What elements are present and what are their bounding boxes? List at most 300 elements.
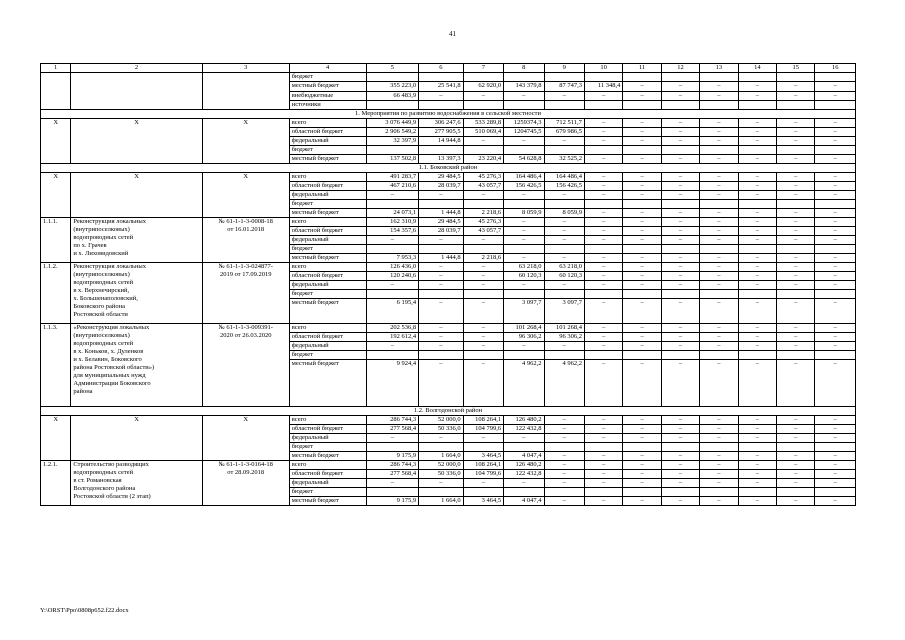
blank-cell <box>738 101 776 110</box>
blank-cell <box>504 73 544 82</box>
fund-label: всего <box>289 218 366 227</box>
blank-cell <box>463 200 503 209</box>
dash-cell: – <box>738 497 776 506</box>
dash-cell: – <box>623 191 661 200</box>
fund-label: всего <box>289 263 366 272</box>
dash-cell: – <box>815 155 856 164</box>
value-cell: 3 464,5 <box>463 452 503 461</box>
value-cell: 1 444,8 <box>419 209 463 218</box>
blank-cell <box>738 73 776 82</box>
value-cell: 510 069,4 <box>463 128 503 137</box>
column-number: 12 <box>661 64 699 73</box>
item-number: 1.1.2. <box>41 263 71 324</box>
fund-label: федеральный <box>289 434 366 443</box>
dash-cell: – <box>544 470 584 479</box>
item-document <box>202 324 289 407</box>
dash-cell: – <box>700 479 738 488</box>
fund-label: областной бюджет <box>289 333 366 342</box>
dash-cell: – <box>777 333 815 342</box>
dash-cell: – <box>815 497 856 506</box>
value-cell: 52 000,0 <box>419 461 463 470</box>
value-cell: 14 944,8 <box>419 137 463 146</box>
value-cell: 192 612,4 <box>366 333 419 342</box>
dash-cell: – <box>584 173 622 182</box>
dash-cell: – <box>700 254 738 263</box>
dash-cell: – <box>700 434 738 443</box>
fund-label: всего <box>289 173 366 182</box>
dash-cell: – <box>815 254 856 263</box>
dash-cell: – <box>623 119 661 128</box>
dash-cell: – <box>623 324 661 333</box>
dash-cell: – <box>700 470 738 479</box>
blank-cell <box>366 488 419 497</box>
dash-cell: – <box>463 236 503 245</box>
section-row <box>41 164 856 173</box>
dash-cell: – <box>463 333 503 342</box>
fund-label: федеральный <box>289 281 366 290</box>
dash-cell: – <box>661 254 699 263</box>
dash-cell: – <box>815 333 856 342</box>
dash-cell: – <box>700 425 738 434</box>
dash-cell: – <box>419 272 463 281</box>
blank-cell <box>584 73 622 82</box>
value-cell: 9 175,9 <box>366 452 419 461</box>
dash-cell: – <box>661 342 699 351</box>
blank-cell <box>623 443 661 452</box>
dash-cell: – <box>661 333 699 342</box>
value-cell: 96 306,2 <box>504 333 544 342</box>
dash-cell: – <box>661 236 699 245</box>
blank-cell <box>815 351 856 360</box>
dash-cell: – <box>700 342 738 351</box>
section-title: 1.1. Боковский район <box>41 164 856 173</box>
dash-cell: – <box>623 416 661 425</box>
blank-cell <box>584 146 622 155</box>
blank-cell <box>661 290 699 299</box>
dash-cell: – <box>738 119 776 128</box>
fund-label: федеральный <box>289 236 366 245</box>
value-cell: 2 218,6 <box>463 209 503 218</box>
value-cell: 126 436,0 <box>366 263 419 272</box>
column-number: 10 <box>584 64 622 73</box>
dash-cell: – <box>584 92 622 101</box>
dash-cell: – <box>584 452 622 461</box>
fund-label: бюджет <box>289 200 366 209</box>
dash-cell: – <box>544 434 584 443</box>
value-cell: 45 276,3 <box>463 173 503 182</box>
dash-cell: – <box>661 479 699 488</box>
column-number: 11 <box>623 64 661 73</box>
measure-name-line: и х. Лиховидовский <box>73 250 129 257</box>
dash-cell: – <box>623 128 661 137</box>
dash-cell: – <box>815 182 856 191</box>
dash-cell: – <box>815 173 856 182</box>
value-cell: 101 268,4 <box>504 324 544 333</box>
blank-cell <box>504 488 544 497</box>
dash-cell: – <box>661 470 699 479</box>
dash-cell: – <box>623 452 661 461</box>
dash-cell: – <box>504 92 544 101</box>
value-cell: 712 511,7 <box>544 119 584 128</box>
dash-cell: – <box>661 82 699 92</box>
dash-cell: – <box>700 191 738 200</box>
column-number: 6 <box>419 64 463 73</box>
dash-cell: – <box>584 360 622 407</box>
dash-cell: – <box>584 128 622 137</box>
value-cell: 533 289,8 <box>463 119 503 128</box>
dash-cell: – <box>738 434 776 443</box>
value-cell: 1259374,3 <box>504 119 544 128</box>
value-cell: 156 426,5 <box>544 182 584 191</box>
blank-cell <box>584 488 622 497</box>
value-cell: 491 283,7 <box>366 173 419 182</box>
dash-cell: – <box>738 263 776 272</box>
dash-cell: – <box>661 227 699 236</box>
dash-cell: – <box>544 497 584 506</box>
dash-cell: – <box>815 461 856 470</box>
dash-cell: – <box>700 128 738 137</box>
dash-cell: – <box>623 254 661 263</box>
dash-cell: – <box>661 497 699 506</box>
measure-name-line: в х. Верхнечирский, <box>73 287 130 294</box>
dash-cell: – <box>584 324 622 333</box>
dash-cell: – <box>584 461 622 470</box>
dash-cell: – <box>700 281 738 290</box>
column-number: 14 <box>738 64 776 73</box>
dash-cell: – <box>777 461 815 470</box>
measure-name-line: х. Большенаполовский, <box>73 295 138 302</box>
dash-cell: – <box>623 333 661 342</box>
dash-cell: – <box>738 425 776 434</box>
dash-cell: – <box>777 155 815 164</box>
blank-cell <box>504 146 544 155</box>
blank-cell <box>544 245 584 254</box>
blank-cell <box>661 146 699 155</box>
dash-cell: – <box>815 209 856 218</box>
blank-cell <box>815 101 856 110</box>
measure-name <box>71 461 202 506</box>
footer-file-path: Y:\ORST\Ppo\0808p652.f22.docx <box>40 607 129 614</box>
dash-cell: – <box>700 155 738 164</box>
blank-cell <box>366 146 419 155</box>
dash-cell: – <box>584 416 622 425</box>
blank-cell <box>815 200 856 209</box>
dash-cell: – <box>777 360 815 407</box>
value-cell: 63 218,0 <box>544 263 584 272</box>
measure-name-line: Ростовской области <box>73 311 128 318</box>
dash-cell: – <box>584 342 622 351</box>
blank-cell <box>584 200 622 209</box>
dash-cell: – <box>777 324 815 333</box>
blank-cell <box>815 443 856 452</box>
blank-cell <box>777 351 815 360</box>
dash-cell: – <box>815 128 856 137</box>
blank-cell <box>544 290 584 299</box>
table-row <box>41 173 856 182</box>
section-row <box>41 407 856 416</box>
fund-label: федеральный <box>289 479 366 488</box>
measure-name-line: (внутрипоселковых) <box>73 332 130 339</box>
dash-cell: – <box>815 82 856 92</box>
value-cell: 355 223,0 <box>366 82 419 92</box>
value-cell: 66 483,9 <box>366 92 419 101</box>
blank-cell <box>815 73 856 82</box>
measure-name-line: и х. Белавин, Боковского <box>73 356 142 363</box>
dash-cell: – <box>777 299 815 324</box>
value-cell: 2 218,6 <box>463 254 503 263</box>
value-cell: 60 120,3 <box>544 272 584 281</box>
blank-cell <box>661 200 699 209</box>
blank-cell <box>419 101 463 110</box>
dash-cell: – <box>623 209 661 218</box>
value-cell: 54 628,8 <box>504 155 544 164</box>
dash-cell: – <box>738 452 776 461</box>
blank-cell <box>623 245 661 254</box>
measure-name-line: водопроводных сетей <box>73 340 134 347</box>
value-cell: 62 920,0 <box>463 82 503 92</box>
dash-cell: – <box>738 324 776 333</box>
blank-cell <box>504 101 544 110</box>
blank-cell <box>463 73 503 82</box>
value-cell: 60 120,3 <box>504 272 544 281</box>
measure-name-line: (внутрипоселковых) <box>73 226 130 233</box>
section-row <box>41 110 856 119</box>
dash-cell: – <box>700 497 738 506</box>
dash-cell: – <box>815 236 856 245</box>
doc-line: № 61-1-1-3-009391- <box>218 324 273 331</box>
blank-cell <box>366 245 419 254</box>
dash-cell: – <box>661 137 699 146</box>
blank-cell <box>661 488 699 497</box>
x-mark-cell: X <box>202 416 289 461</box>
blank-cell <box>623 146 661 155</box>
value-cell: 3 076 449,9 <box>366 119 419 128</box>
x-mark-cell: X <box>71 173 202 218</box>
dash-cell: – <box>504 137 544 146</box>
fund-label: бюджет <box>289 245 366 254</box>
blank-cell <box>463 443 503 452</box>
blank-cell <box>777 443 815 452</box>
measure-name-line: водопроводных сетей <box>73 469 134 476</box>
header-row <box>41 64 856 73</box>
blank-cell <box>700 351 738 360</box>
measure-name <box>71 324 202 407</box>
dash-cell: – <box>584 155 622 164</box>
dash-cell: – <box>738 299 776 324</box>
dash-cell: – <box>544 416 584 425</box>
fund-label: всего <box>289 324 366 333</box>
dash-cell: – <box>777 452 815 461</box>
dash-cell: – <box>777 182 815 191</box>
dash-cell: – <box>738 461 776 470</box>
table-row <box>41 461 856 470</box>
dash-cell: – <box>544 227 584 236</box>
fund-label: местный бюджет <box>289 452 366 461</box>
dash-cell: – <box>661 272 699 281</box>
value-cell: 52 000,0 <box>419 416 463 425</box>
value-cell: 50 336,0 <box>419 470 463 479</box>
dash-cell: – <box>700 119 738 128</box>
dash-cell: – <box>623 137 661 146</box>
doc-line: № 61-1-1-3-024877- <box>218 263 273 270</box>
column-number: 1 <box>41 64 71 73</box>
dash-cell: – <box>661 218 699 227</box>
dash-cell: – <box>623 360 661 407</box>
value-cell: 4 047,4 <box>504 497 544 506</box>
value-cell: 96 306,2 <box>544 333 584 342</box>
dash-cell: – <box>544 479 584 488</box>
dash-cell: – <box>463 137 503 146</box>
column-number: 16 <box>815 64 856 73</box>
dash-cell: – <box>623 82 661 92</box>
dash-cell: – <box>700 236 738 245</box>
dash-cell: – <box>738 272 776 281</box>
value-cell: 32 397,9 <box>366 137 419 146</box>
table-row <box>41 218 856 227</box>
value-cell: 1 664,0 <box>419 452 463 461</box>
dash-cell: – <box>738 236 776 245</box>
column-number: 3 <box>202 64 289 73</box>
dash-cell: – <box>815 227 856 236</box>
measure-name-line: водопроводных сетей <box>73 234 134 241</box>
dash-cell: – <box>623 218 661 227</box>
dash-cell: – <box>661 263 699 272</box>
value-cell: 9 924,4 <box>366 360 419 407</box>
dash-cell: – <box>544 281 584 290</box>
dash-cell: – <box>777 497 815 506</box>
fund-label: местный бюджет <box>289 155 366 164</box>
dash-cell: – <box>463 92 503 101</box>
dash-cell: – <box>738 92 776 101</box>
fund-label: бюджет <box>289 488 366 497</box>
dash-cell: – <box>504 236 544 245</box>
dash-cell: – <box>777 173 815 182</box>
dash-cell: – <box>815 360 856 407</box>
fund-label: областной бюджет <box>289 425 366 434</box>
value-cell: 277 568,4 <box>366 425 419 434</box>
dash-cell: – <box>504 281 544 290</box>
fund-label: источники <box>289 101 366 110</box>
dash-cell: – <box>504 191 544 200</box>
item-number: 1.1.1. <box>41 218 71 263</box>
dash-cell: – <box>623 263 661 272</box>
value-cell: 13 397,3 <box>419 155 463 164</box>
dash-cell: – <box>700 333 738 342</box>
dash-cell: – <box>777 236 815 245</box>
dash-cell: – <box>738 173 776 182</box>
blank-cell <box>777 73 815 82</box>
measure-name-line: в ст. Романовская <box>73 477 122 484</box>
measure-name-line: Реконструкция локальных <box>73 218 147 225</box>
blank-cell <box>584 290 622 299</box>
dash-cell: – <box>584 263 622 272</box>
value-cell: 679 986,5 <box>544 128 584 137</box>
dash-cell: – <box>504 434 544 443</box>
doc-line: от 16.01.2018 <box>227 226 265 233</box>
dash-cell: – <box>738 137 776 146</box>
dash-cell: – <box>700 324 738 333</box>
blank-cell <box>202 73 289 110</box>
measure-name-line: Строительство разводящих <box>73 461 149 468</box>
dash-cell: – <box>623 182 661 191</box>
dash-cell: – <box>366 479 419 488</box>
blank-cell <box>463 245 503 254</box>
table-row <box>41 263 856 272</box>
dash-cell: – <box>777 218 815 227</box>
dash-cell: – <box>815 281 856 290</box>
blank-cell <box>463 488 503 497</box>
doc-line: 2020 от 26.03.2020 <box>219 332 272 339</box>
blank-cell <box>700 101 738 110</box>
value-cell: 4 962,2 <box>544 360 584 407</box>
fund-label: бюджет <box>289 443 366 452</box>
value-cell: 277 568,4 <box>366 470 419 479</box>
dash-cell: – <box>504 227 544 236</box>
fund-label: местный бюджет <box>289 82 366 92</box>
dash-cell: – <box>419 281 463 290</box>
blank-cell <box>815 146 856 155</box>
fund-label: местный бюджет <box>289 209 366 218</box>
dash-cell: – <box>584 425 622 434</box>
dash-cell: – <box>584 272 622 281</box>
dash-cell: – <box>738 82 776 92</box>
fund-label: всего <box>289 119 366 128</box>
dash-cell: – <box>738 254 776 263</box>
dash-cell: – <box>777 191 815 200</box>
blank-cell <box>419 73 463 82</box>
dash-cell: – <box>700 209 738 218</box>
value-cell: 24 073,1 <box>366 209 419 218</box>
fund-label: внебюджетные <box>289 92 366 101</box>
blank-cell <box>700 443 738 452</box>
value-cell: 4 047,4 <box>504 452 544 461</box>
fund-label: федеральный <box>289 137 366 146</box>
dash-cell: – <box>777 254 815 263</box>
value-cell: 87 747,3 <box>544 82 584 92</box>
dash-cell: – <box>777 272 815 281</box>
dash-cell: – <box>661 191 699 200</box>
blank-cell <box>815 245 856 254</box>
blank-cell <box>419 488 463 497</box>
dash-cell: – <box>623 272 661 281</box>
dash-cell: – <box>584 209 622 218</box>
value-cell: 156 426,5 <box>504 182 544 191</box>
dash-cell: – <box>661 173 699 182</box>
blank-cell <box>584 245 622 254</box>
dash-cell: – <box>504 254 544 263</box>
dash-cell: – <box>584 281 622 290</box>
dash-cell: – <box>544 236 584 245</box>
blank-cell <box>777 290 815 299</box>
blank-cell <box>738 290 776 299</box>
dash-cell: – <box>463 281 503 290</box>
dash-cell: – <box>777 263 815 272</box>
value-cell: 104 799,6 <box>463 425 503 434</box>
dash-cell: – <box>419 236 463 245</box>
dash-cell: – <box>419 342 463 351</box>
dash-cell: – <box>738 416 776 425</box>
dash-cell: – <box>738 333 776 342</box>
value-cell: 23 220,4 <box>463 155 503 164</box>
measure-name-line: для муниципальных нужд <box>73 372 146 379</box>
measure-name-line: района <box>73 388 93 395</box>
dash-cell: – <box>419 434 463 443</box>
dash-cell: – <box>700 137 738 146</box>
blank-cell <box>661 245 699 254</box>
value-cell: 50 336,0 <box>419 425 463 434</box>
dash-cell: – <box>777 209 815 218</box>
value-cell: 3 097,7 <box>504 299 544 324</box>
